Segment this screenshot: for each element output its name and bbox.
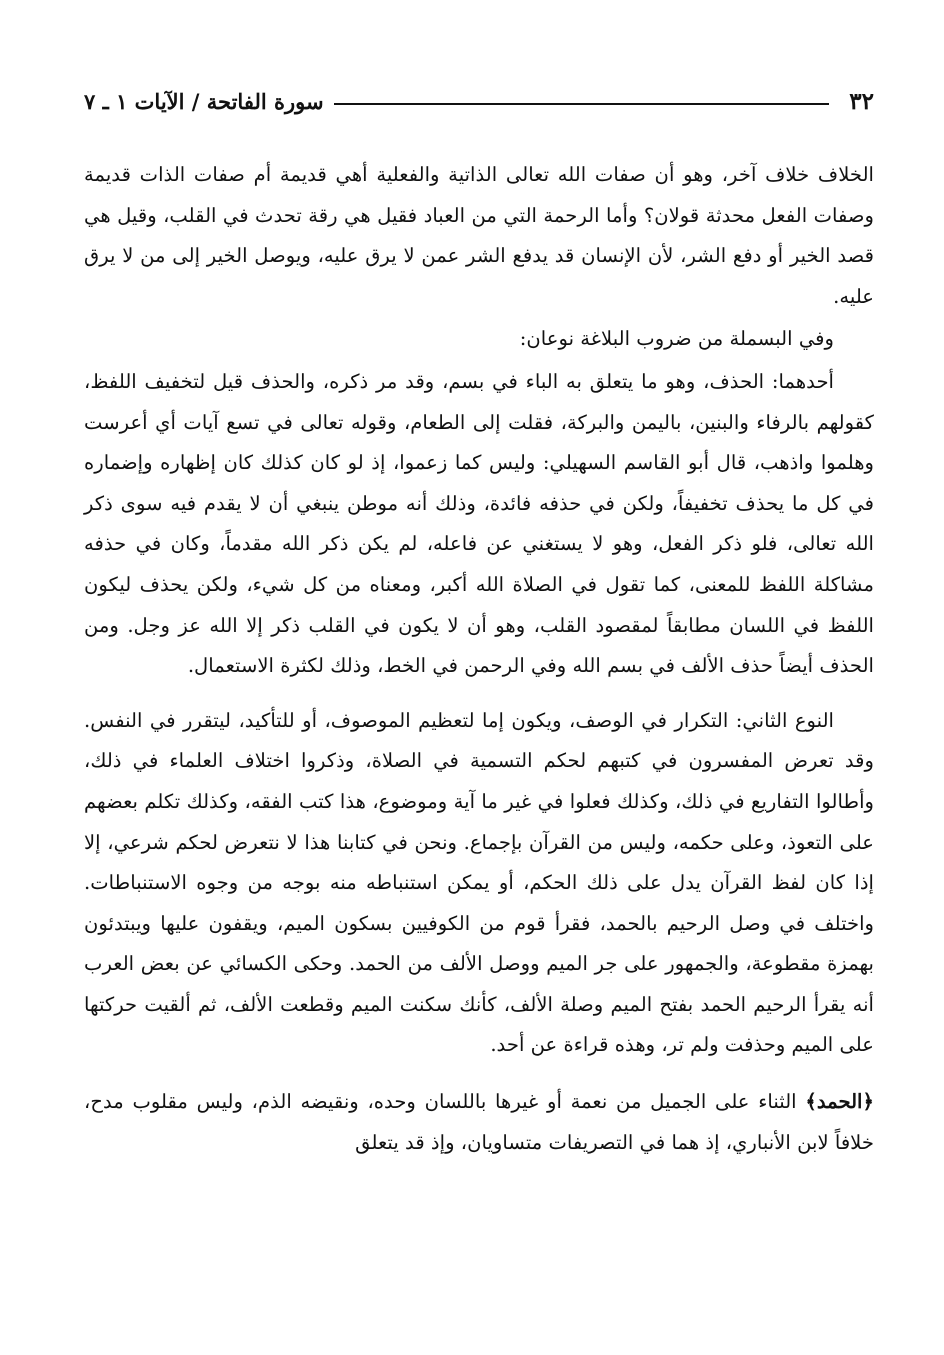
paragraph-hamd-text: الثناء على الجميل من نعمة أو غيرها باللسان وحده، ونقيضه الذم، وليس مقلوب مدح، خلافاً لابن الأنباري، إذ هما في التصريفات متساويان، وإذ قد يتعلق	[84, 1090, 874, 1154]
running-header	[84, 84, 874, 118]
quran-bracket-open: ﴿	[862, 1090, 874, 1114]
page-number: ٣٢	[849, 87, 874, 115]
paragraph-takrar: النوع الثاني: التكرار في الوصف، ويكون إما لتعظيم الموصوف، أو للتأكيد، ليتقرر في النفس. وقد تعرض المفسرون في كتبهم لحكم التسمية في الصلاة، وذكروا اختلاف العلماء في ذلك، وأطالوا التفاريع في ذلك، وكذلك فعلوا في غير ما آية وموضوع، هذا كتب الفقه، وكذلك تكلم بعضهم على التعوذ، وعلى حكمه، وليس من القرآن بإجماع. ونحن في كتابنا هذا لا نتعرض لحكم شرعي، إلا إذا كان لفظ القرآن يدل على ذلك الحكم، أو يمكن استنباطه منه بوجه من وجوه الاستنباطات. واختلف في وصل الرحيم بالحمد، فقرأ قوم من الكوفيين بسكون الميم، ويقفون عليها ويبتدئون بهمزة مقطوعة، والجمهور على جر الميم ووصل الألف من الحمد. وحكى الكسائي عن بعض العرب أنه يقرأ الرحيم الحمد بفتح الميم وصلة الألف، كأنك سكنت الميم وقطعت الألف، ثم ألقيت حركتها على الميم وحذفت ولم تر، وهذه قراءة عن أحد.	[84, 708, 875, 1057]
book-page	[84, 84, 874, 1163]
quran-term: الحمد	[816, 1090, 863, 1114]
page-body	[84, 155, 874, 1163]
paragraph-hamd	[84, 1082, 874, 1163]
paragraph-balagha-intro: وفي البسملة من ضروب البلاغة نوعان:	[519, 327, 834, 351]
paragraph-hadhf: أحدهما: الحذف، وهو ما يتعلق به الباء في بسم، وقد مر ذكره، والحذف قيل لتخفيف اللفظ، كقولهم بالرفاء والبنين، باليمن والبركة، فقلت إلى الطعام، وقوله تعالى في تسع آيات أي أعرست وهلموا واذهب، قال أبو القاسم السهيلي: وليس كما زعموا، إذ لو كان كذلك كان إظهاره وإضماره في كل ما يحذف تخفيفاً، ولكن في حذفه فائدة، وذلك أنه موطن ينبغي أن لا يقدم فيه سوى ذكر الله تعالى، فلو ذكر الفعل، وهو لا يستغني عن فاعله، لم يكن ذكر الله مقدماً، وكان في حذفه مشاكلة اللفظ للمعنى، كما تقول في الصلاة الله أكبر، ومعناه من كل شيء، ولكن يحذف ليكون اللفظ في اللسان مطابقاً لمقصود القلب، وهو أن لا يكون في القلب ذكر إلا الله عز وجل. ومن الحذف أيضاً حذف الألف في بسم الله وفي الرحمن في الخط، وذلك لكثرة الاستعمال.	[84, 369, 874, 678]
paragraph-continued: الخلاف خلاف آخر، وهو أن صفات الله تعالى الذاتية والفعلية أهي قديمة أم صفات الذات قديمة وصفات الفعل محدثة قولان؟ وأما الرحمة التي من العباد فقيل هي رقة تحدث في القلب، وقيل هي قصد الخير أو دفع الشر، لأن الإنسان قد يدفع الشر عمن لا يرق عليه، ويوصل الخير إلى من لا يرق عليه.	[84, 163, 874, 308]
header-rule	[334, 103, 830, 105]
quran-bracket-close: ﴾	[805, 1090, 817, 1114]
header-title: سورة الفاتحة / الآيات ١ ـ ٧	[84, 88, 324, 114]
